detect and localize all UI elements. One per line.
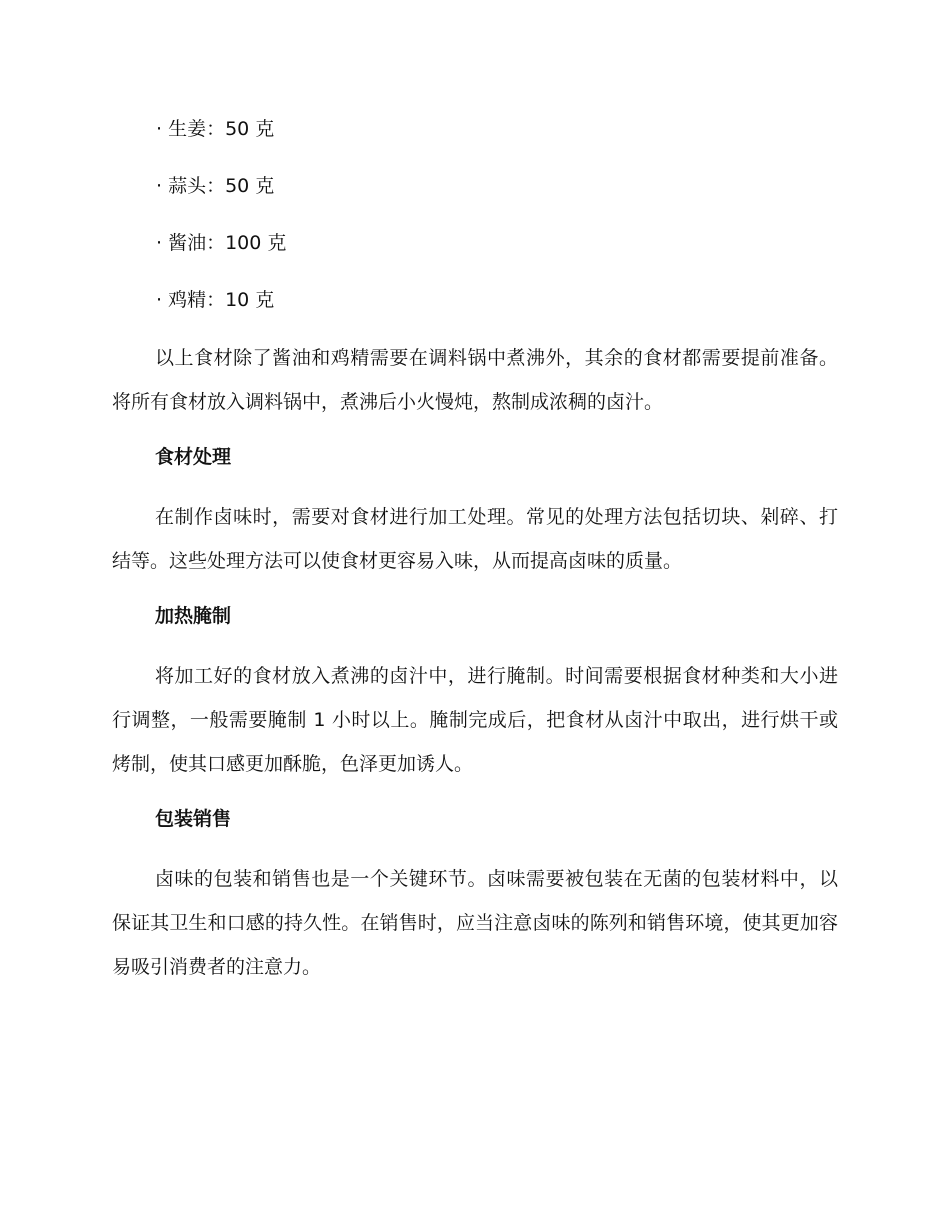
section-body-heating-marinating: 将加工好的食材放入煮沸的卤汁中，进行腌制。时间需要根据食材种类和大小进行调整，一般需要腌制 1 小时以上。腌制完成后，把食材从卤汁中取出，进行烘干或烤制，使其口感更加酥脆，色泽更加诱人。 — [112, 665, 838, 775]
ingredient-item-garlic: · 蒜头：50 克 — [156, 175, 275, 197]
ingredient-list — [112, 108, 838, 321]
section-heading-heating-marinating: 加热腌制 — [155, 605, 232, 627]
ingredient-item-soy-sauce: · 酱油：100 克 — [156, 232, 287, 254]
ingredient-item-chicken-essence: · 鸡精：10 克 — [156, 289, 275, 311]
ingredient-item-ginger: · 生姜：50 克 — [156, 118, 275, 140]
section-body-packaging-sales: 卤味的包装和销售也是一个关键环节。卤味需要被包装在无菌的包装材料中，以保证其卫生和口感的持久性。在销售时，应当注意卤味的陈列和销售环境，使其更加容易吸引消费者的注意力。 — [112, 868, 838, 978]
section-heading-ingredient-processing: 食材处理 — [155, 446, 232, 468]
section-body-ingredient-processing: 在制作卤味时，需要对食材进行加工处理。常见的处理方法包括切块、剁碎、打结等。这些处理方法可以使食材更容易入味，从而提高卤味的质量。 — [112, 506, 838, 572]
intro-paragraph: 以上食材除了酱油和鸡精需要在调料锅中煮沸外，其余的食材都需要提前准备。将所有食材放入调料锅中，煮沸后小火慢炖，熬制成浓稠的卤汁。 — [112, 347, 838, 413]
section-heading-packaging-sales: 包装销售 — [155, 808, 232, 830]
document-content — [112, 108, 838, 989]
